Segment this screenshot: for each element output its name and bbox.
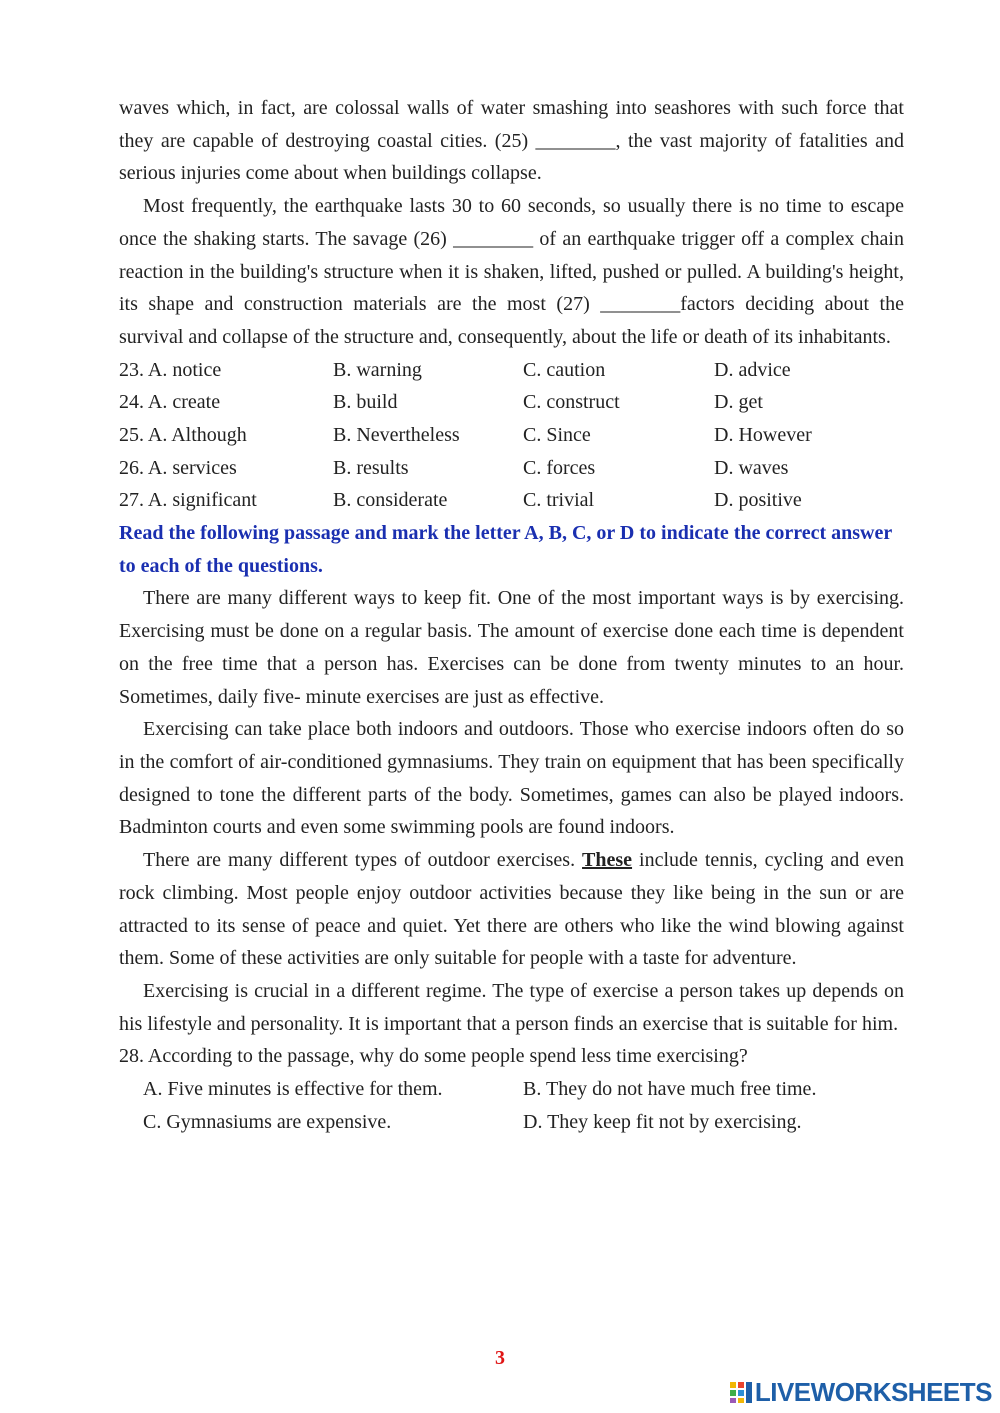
option-row-27 — [119, 484, 904, 517]
option-25-a: 25. A. Although — [119, 424, 247, 446]
option-24-d: D. get — [714, 391, 763, 414]
liveworksheets-logo-icon — [729, 1380, 753, 1404]
option-row-25 — [119, 419, 904, 452]
option-23-a: 23. A. notice — [119, 358, 222, 381]
page-number: 3 — [495, 1347, 505, 1369]
passage2-paragraph-1: There are many different ways to keep fit. One of the most important ways is by exercising. Exercising must be done on a regular basis. The amount of exercise done each time is dependent on the free time that a person has. Exercises can be done from twenty minutes to an hour. Sometimes, daily five- minute exercises are just as effective. — [119, 587, 904, 708]
paragraph-3-end: include tennis, cycling and even rock climbing. Most people enjoy outdoor activities because they like being in the sun or are attracted to its sense of peace and quiet. Yet there are others who like the wind blowing against them. Some of these activities are only suitable for people with a taste for adventure. — [119, 849, 904, 970]
option-row-23 — [119, 354, 904, 387]
option-26-d: D. waves — [714, 456, 789, 479]
section-instruction: Read the following passage and mark the letter A, B, C, or D to indicate the correct answer to each of the questions. — [119, 522, 892, 577]
option-24-c: C. construct — [523, 391, 620, 414]
passage2-paragraph-4: Exercising is crucial in a different regime. The type of exercise a person takes up depends on his lifestyle and personality. It is important that a person finds an exercise that is suitable for him. — [119, 979, 904, 1035]
option-26-a: 26. A. services — [119, 456, 237, 479]
passage1-paragraph-1: waves which, in fact, are colossal walls of water smashing into seashores with such force that they are capable of destroying coastal cities. (25) ________, the vast majority of fatalities and serious injuries come about when buildings collapse. — [119, 97, 904, 185]
option-27-a: 27. A. significant — [119, 489, 257, 512]
question-28-option-b: B. They do not have much free time. — [523, 1078, 817, 1101]
paragraph-3-start: There are many different types of outdoor exercises. — [143, 849, 583, 872]
highlighted-word-these: These — [582, 849, 633, 872]
option-25-d: D. However — [714, 424, 812, 446]
option-23-c: C. caution — [523, 358, 606, 381]
question-28-options-ab — [119, 1073, 904, 1106]
question-28-options-cd — [119, 1106, 904, 1139]
option-25-b: B. Nevertheless — [333, 424, 460, 446]
option-26-b: B. results — [333, 456, 409, 479]
passage1-paragraph-2: Most frequently, the earthquake lasts 30 to 60 seconds, so usually there is no time to escape once the shaking starts. The savage (26) ________ of an earthquake trigger off a complex chain reaction in the building's structure when it is shaken, lifted, pushed or pulled. A building's height, its shape and construction materials are the most (27) ________factors deciding about the survival and collapse of the structure and, consequently, about the life or death of its inhabitants. — [119, 195, 904, 348]
option-23-b: B. warning — [333, 358, 422, 381]
option-27-b: B. considerate — [333, 489, 448, 512]
option-24-b: B. build — [333, 391, 398, 414]
passage2-paragraph-3 — [119, 844, 904, 975]
option-row-26 — [119, 452, 904, 485]
option-25-c: C. Since — [523, 424, 591, 446]
passage2-paragraph-2: Exercising can take place both indoors and outdoors. Those who exercise indoors often do so in the comfort of air-conditioned gymnasiums. They train on equipment that has been specifically designed to tone the different parts of the body. Sometimes, games can also be played indoors. Badminton courts and even some swimming pools are found indoors. — [119, 718, 904, 839]
brand-name: LIVEWORKSHEETS — [754, 1376, 992, 1407]
cloze-options — [119, 354, 904, 517]
option-24-a: 24. A. create — [119, 391, 221, 414]
question-28-option-d: D. They keep fit not by exercising. — [523, 1110, 802, 1133]
option-row-24 — [119, 386, 904, 419]
question-28-option-a: A. Five minutes is effective for them. — [143, 1078, 443, 1101]
option-23-d: D. advice — [714, 358, 791, 381]
question-28-option-c: C. Gymnasiums are expensive. — [143, 1110, 392, 1133]
page-content — [119, 92, 904, 1138]
liveworksheets-brand[interactable] — [729, 1377, 992, 1407]
option-26-c: C. forces — [523, 456, 596, 479]
option-27-d: D. positive — [714, 489, 802, 512]
option-27-c: C. trivial — [523, 489, 595, 512]
question-28-stem: 28. According to the passage, why do some people spend less time exercising? — [119, 1045, 748, 1068]
